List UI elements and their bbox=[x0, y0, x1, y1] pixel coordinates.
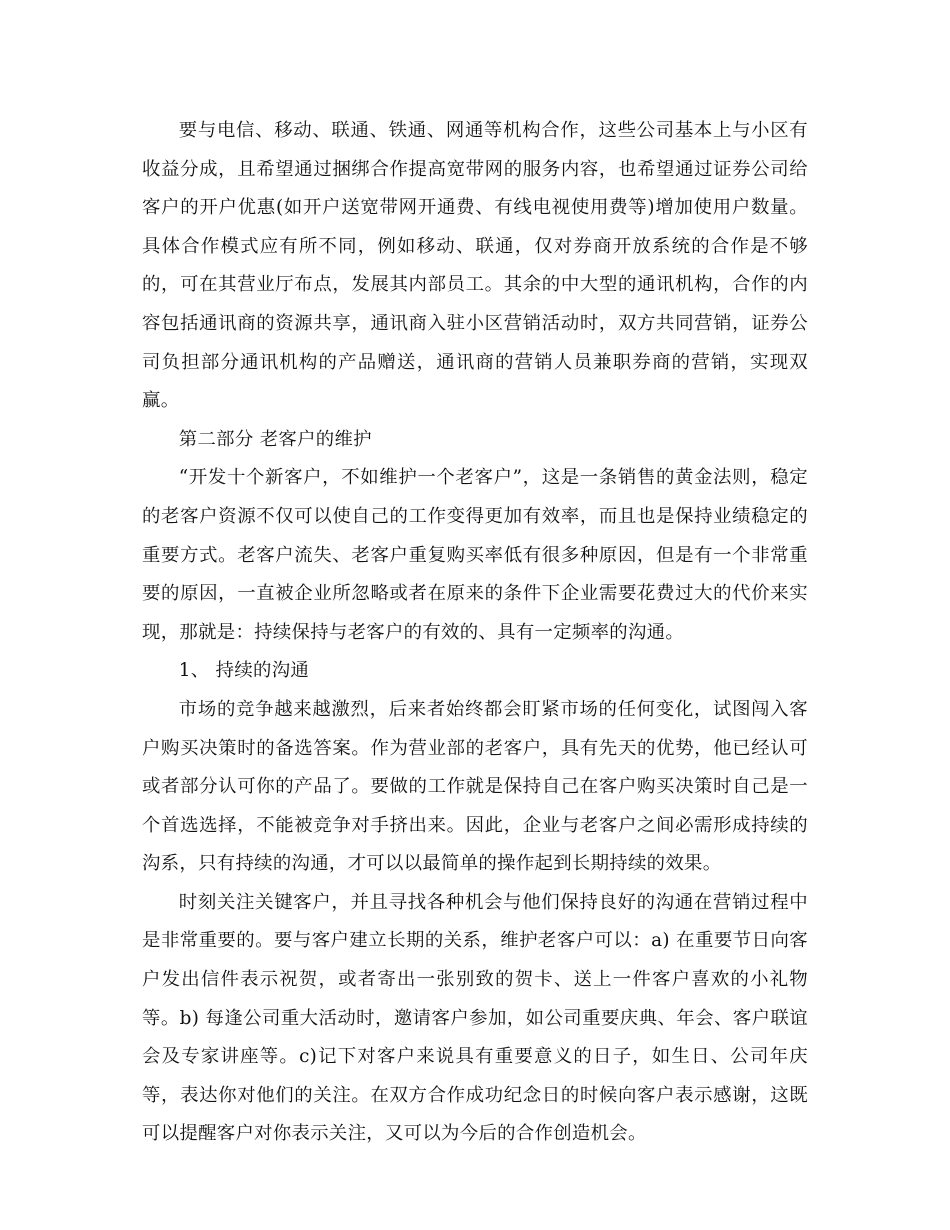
paragraph-telecom-cooperation: 要与电信、移动、联通、铁通、网通等机构合作，这些公司基本上与小区有收益分成，且希望通过捆绑合作提高宽带网的服务内容，也希望通过证券公司给客户的开户优惠(如开户送宽带网开通费、有线电视使用费等)增加使用户数量。具体合作模式应有所不同，例如移动、联通，仅对券商开放系统的合作是不够的，可在其营业厅布点，发展其内部员工。其余的中大型的通讯机构，合作的内容包括通讯商的资源共享，通讯商入驻小区营销活动时，双方共同营销，证券公司负担部分通讯机构的产品赠送，通讯商的营销人员兼职券商的营销，实现双赢。 bbox=[142, 120, 808, 412]
section-heading-old-customer-maintenance: 第二部分 老客户的维护 bbox=[178, 428, 372, 450]
paragraph-market-competition: 市场的竞争越来越激烈，后来者始终都会盯紧市场的任何变化，试图闯入客户购买决策时的备选答案。作为营业部的老客户，具有先天的优势，他已经认可或者部分认可你的产品了。要做的工作就是保持自己在客户购买决策时自己是一个首选选择，不能被竞争对手挤出来。因此，企业与老客户之间必需形成持续的沟系，只有持续的沟通，才可以以最简单的操作起到长期持续的效果。 bbox=[142, 698, 808, 875]
paragraph-key-customers: 时刻关注关键客户，并且寻找各种机会与他们保持良好的沟通在营销过程中是非常重要的。要与客户建立长期的关系，维护老客户可以：a) 在重要节日向客户发出信件表示祝贺，或者寄出一张别致的贺卡、送上一件客户喜欢的小礼物等。b) 每逢公司重大活动时，邀请客户参加，如公司重要庆典、年会、客户联谊会及专家讲座等。c)记下对客户来说具有重要意义的日子，如生日、公司年庆等，表达你对他们的关注。在双方合作成功纪念日的时候向客户表示感谢，这既可以提醒客户对你表示关注，又可以为今后的合作创造机会。 bbox=[142, 891, 808, 1145]
paragraph-golden-rule: “开发十个新客户，不如维护一个老客户”，这是一条销售的黄金法则，稳定的老客户资源不仅可以使自己的工作变得更加有效率，而且也是保持业绩稳定的重要方式。老客户流失、老客户重复购买率低有很多种原因，但是有一个非常重要的原因，一直被企业所忽略或者在原来的条件下企业需要花费过大的代价来实现，那就是：持续保持与老客户的有效的、具有一定频率的沟通。 bbox=[142, 467, 808, 643]
subheading-continuous-communication: 1、 持续的沟通 bbox=[178, 660, 310, 682]
document-body bbox=[142, 112, 808, 1154]
